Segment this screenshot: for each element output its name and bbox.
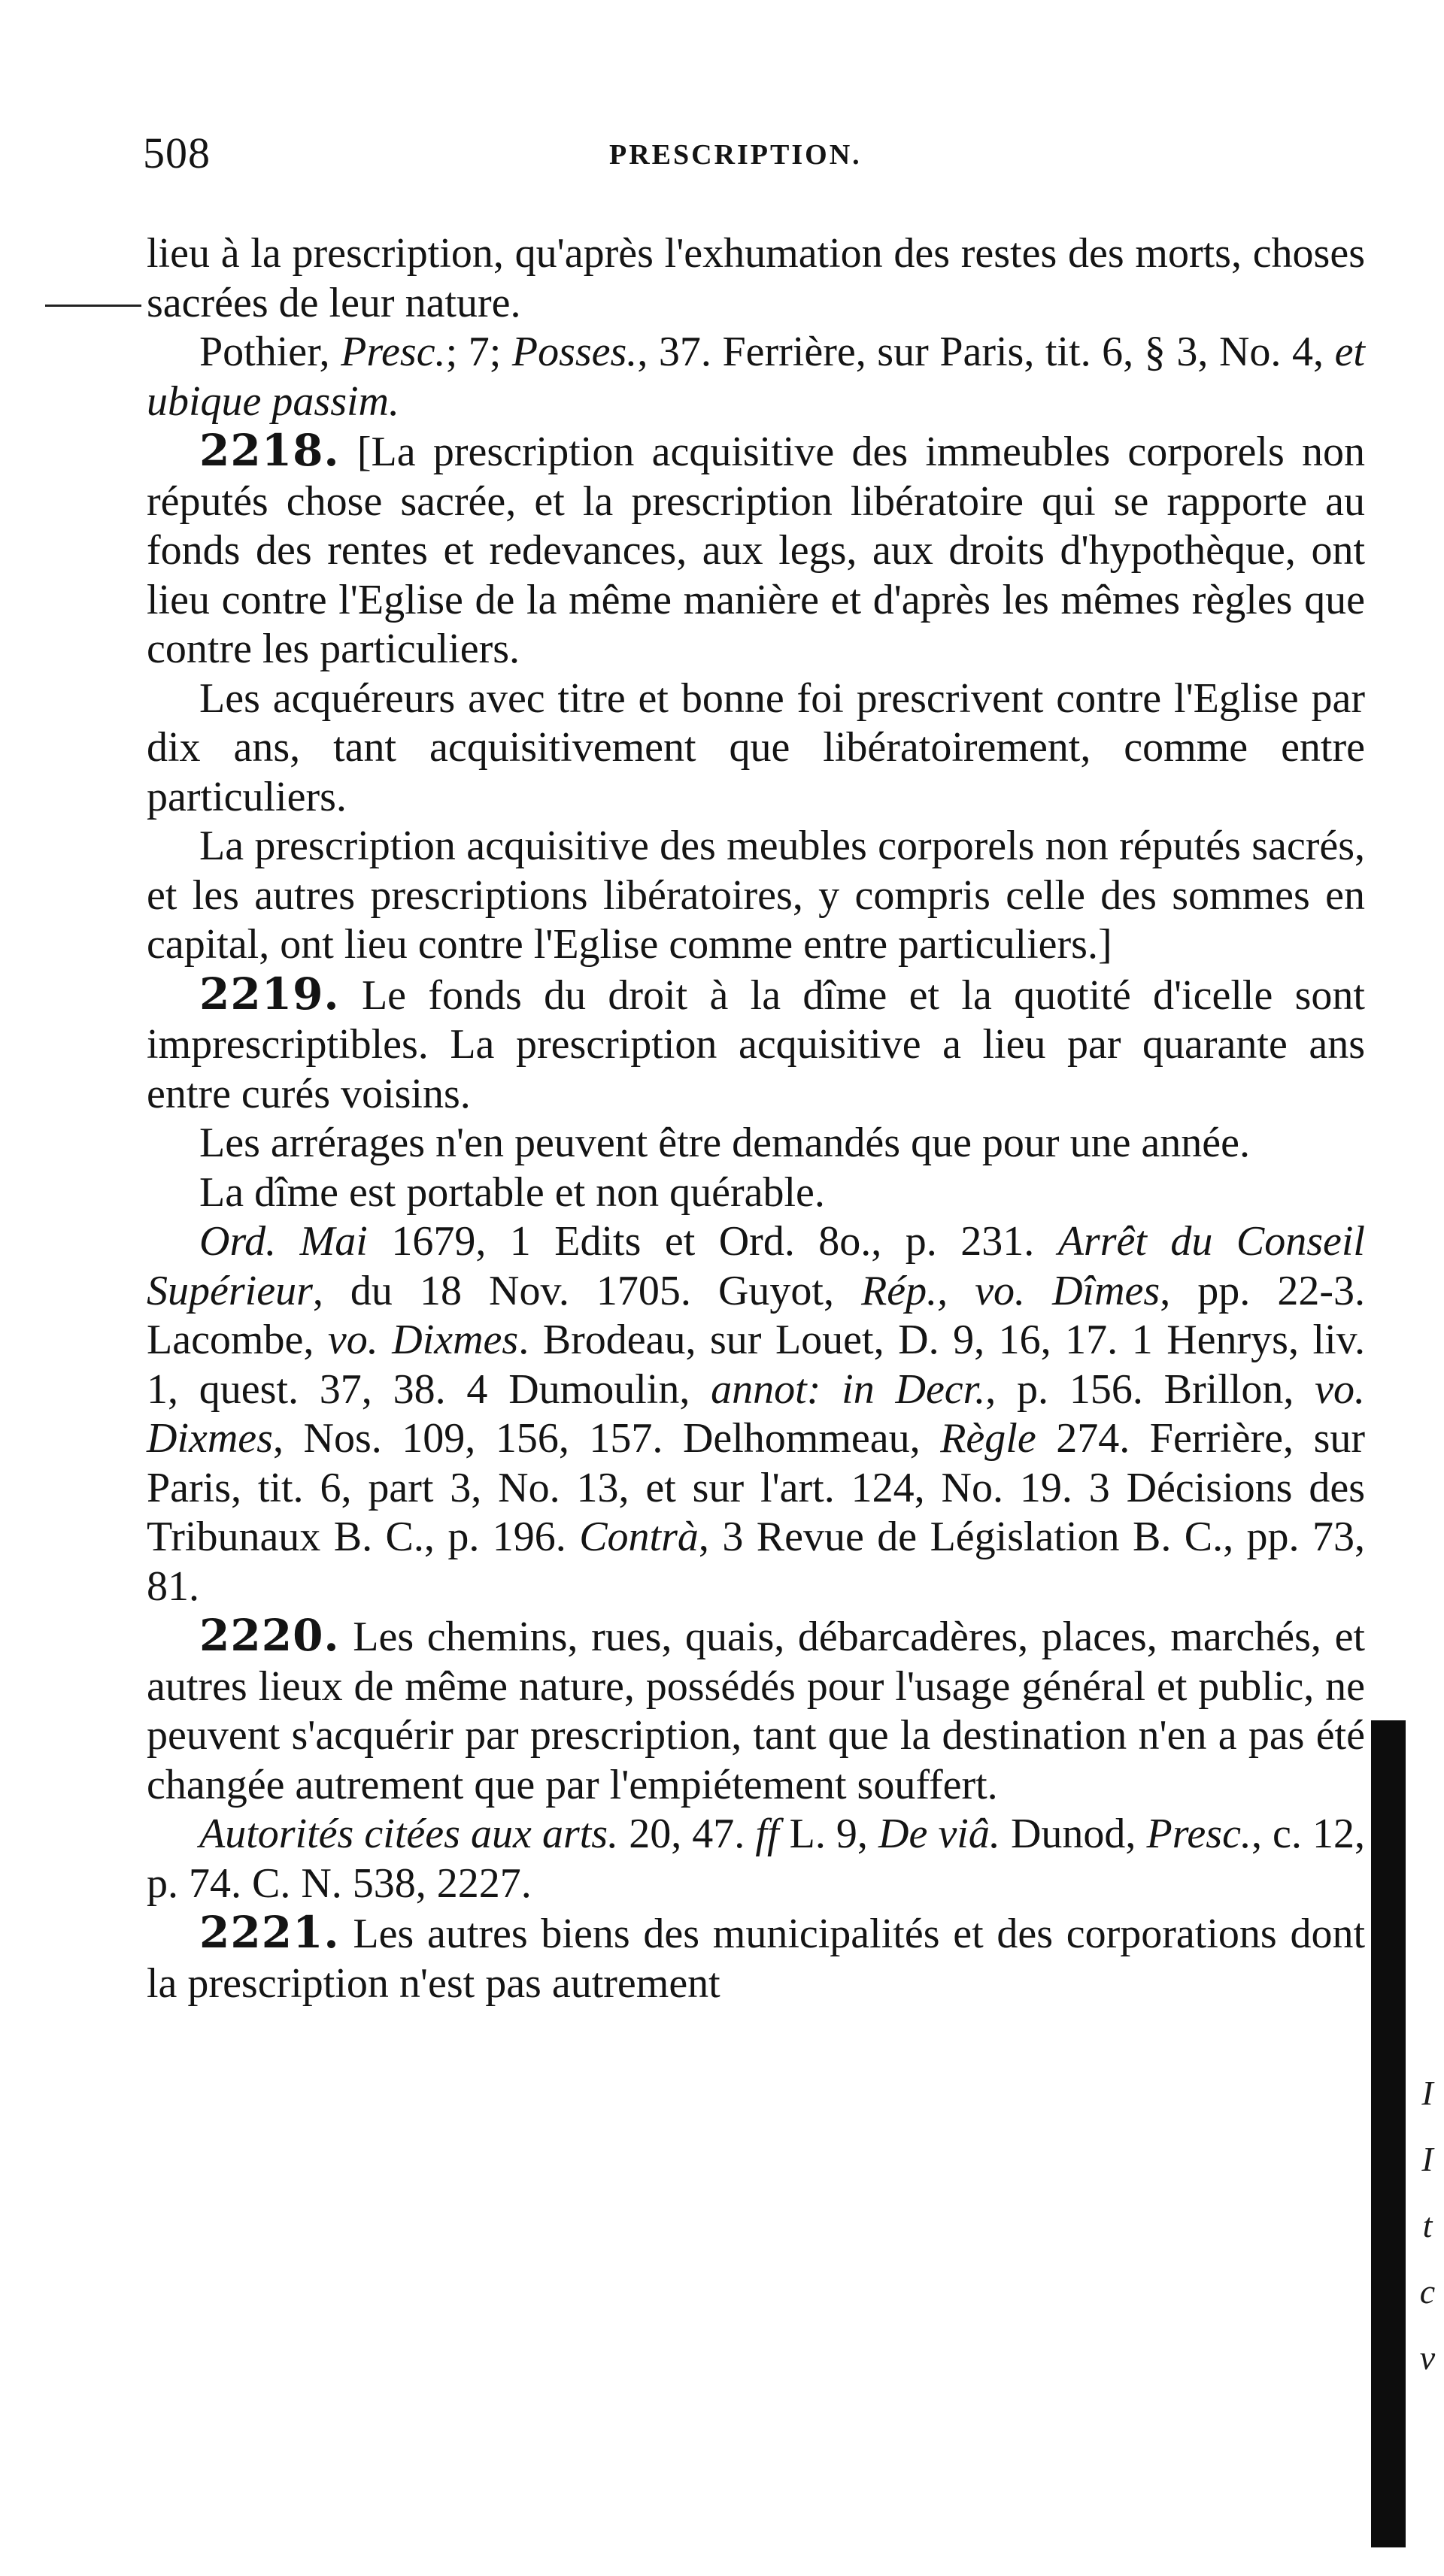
citation-text: Dunod,	[1000, 1811, 1147, 1857]
article-text: Les autres biens des municipalités et des corporations dont la prescription n'est pas autrement	[147, 1911, 1365, 2007]
article-number: 2221.	[199, 1907, 340, 1958]
page-number: 508	[143, 129, 211, 177]
paragraph-text: Les acquéreurs avec titre et bonne foi prescrivent contre l'Eglise par dix ans, tant acquisitivement que libératoirement, comme entre particuliers.	[147, 674, 1365, 820]
citation-italic: Ord. Mai	[199, 1218, 368, 1265]
margin-letter: v	[1419, 2338, 1436, 2377]
citation-italic: vo. Dixmes	[147, 1365, 1365, 1462]
citation-text: 1679, 1 Edits et Ord. 8o., p. 231.	[367, 1218, 1058, 1265]
article-text: Le fonds du droit à la dîme et la quotité d'icelle sont imprescriptibles. La prescription acquisitive a lieu par quarante ans entre curés voisins.	[147, 971, 1365, 1117]
citation-text: , c. 12, p. 74. C. N. 538, 2227.	[147, 1811, 1365, 1907]
citation-text: 274. Ferrière, sur Paris, tit. 6, part 3, No. 13, et sur l'art. 124, No. 19. 3 Décisions des Tribunaux B. C., p. 196.	[147, 1415, 1366, 1560]
page-header	[143, 128, 1391, 188]
margin-letter: t	[1422, 2206, 1433, 2244]
citation-italic: Autorités citées aux arts.	[199, 1811, 619, 1857]
citation-text: , du 18 Nov. 1705. Guyot,	[312, 1267, 862, 1314]
citation-text: , p. 156. Brillon,	[985, 1365, 1315, 1413]
citation-italic: vo. Dixmes	[327, 1317, 519, 1363]
article-2221	[147, 1908, 1365, 2008]
citation-italic: Contrà	[579, 1514, 699, 1560]
binding-shadow-bar	[1371, 1720, 1406, 2547]
citation-text: , 3 Revue de Législation B. C., pp. 73, 81.	[147, 1514, 1365, 1610]
paragraph-text: La dîme est portable et non quérable.	[199, 1168, 825, 1216]
citation-italic: et ubique passim.	[147, 329, 1365, 425]
citation-block-2220	[147, 1810, 1365, 1908]
citation-text: , 37. Ferrière, sur Paris, tit. 6, § 3, No. 4,	[637, 329, 1335, 375]
citation-text: , pp. 22-3. Lacombe,	[147, 1267, 1365, 1363]
citation-italic: Presc.	[1146, 1811, 1251, 1857]
margin-letters	[1414, 2060, 1441, 2391]
paragraph-continuation	[147, 229, 1365, 328]
citation-italic: Posses.	[511, 329, 638, 375]
paragraph-text: Les arrérages n'en peuvent être demandés que pour une année.	[199, 1120, 1250, 1166]
margin-letter: I	[1421, 2140, 1433, 2178]
citation-block-2219	[147, 1217, 1365, 1611]
citation-italic: Rép., vo. Dîmes	[861, 1267, 1160, 1314]
citation-text: ; 7;	[445, 329, 512, 375]
citation-italic: annot: in Decr.	[711, 1365, 986, 1413]
article-number: 2219.	[199, 968, 340, 1020]
running-head: PRESCRIPTION.	[609, 139, 862, 171]
body-text	[147, 229, 1365, 2008]
margin-dash	[45, 305, 141, 307]
article-number: 2220.	[199, 1610, 340, 1661]
citation-text: 20, 47.	[618, 1811, 756, 1857]
article-2218	[147, 426, 1365, 674]
article-2219	[147, 970, 1365, 1120]
article-number: 2218.	[199, 425, 340, 476]
margin-letter: I	[1421, 2074, 1433, 2112]
article-2220	[147, 1611, 1365, 1810]
citation-text: Pothier,	[199, 329, 341, 375]
citation-text: . Brodeau, sur Louet, D. 9, 16, 17. 1 Henrys, liv. 1, quest. 37, 38. 4 Dumoulin,	[147, 1317, 1365, 1413]
paragraph-meubles	[147, 822, 1365, 970]
citation-italic: Arrêt du Conseil Supérieur	[147, 1218, 1365, 1314]
paragraph-text: La prescription acquisitive des meubles corporels non réputés sacrés, et les autres prescriptions libératoires, y compris celle des sommes en capital, ont lieu contre l'Eglise comme entre particuliers.]	[147, 823, 1365, 968]
article-text: [La prescription acquisitive des immeubles corporels non réputés chose sacrée, et la prescription libératoire qui se rapporte au fonds des rentes et redevances, aux legs, aux droits d'hypothèque, ont lieu contre l'Eglise de la même manière et d'après les mêmes règles que contre les particuliers.	[147, 429, 1365, 672]
citation-text: L. 9,	[778, 1811, 879, 1857]
citation-italic: De viâ.	[878, 1811, 1000, 1857]
citation-text: , Nos. 109, 156, 157. Delhommeau,	[272, 1415, 941, 1462]
paragraph-arrerages	[147, 1119, 1365, 1168]
paragraph-dime	[147, 1168, 1365, 1218]
paragraph-acquereurs	[147, 674, 1365, 823]
citation-italic: Règle	[940, 1415, 1036, 1462]
citation-italic: Presc.	[341, 329, 446, 375]
citation-pothier	[147, 328, 1365, 426]
article-text: Les chemins, rues, quais, débarcadères, places, marchés, et autres lieux de même nature, possédés pour l'usage général et public, ne peuvent s'acquérir par prescription, tant que la destination n'en a pas été changée autrement que par l'empiétement souffert.	[147, 1614, 1365, 1808]
paragraph-text: lieu à la prescription, qu'après l'exhumation des restes des morts, choses sacrées de leur nature.	[147, 230, 1365, 326]
margin-letter: c	[1419, 2272, 1436, 2311]
citation-italic: ff	[755, 1811, 779, 1857]
